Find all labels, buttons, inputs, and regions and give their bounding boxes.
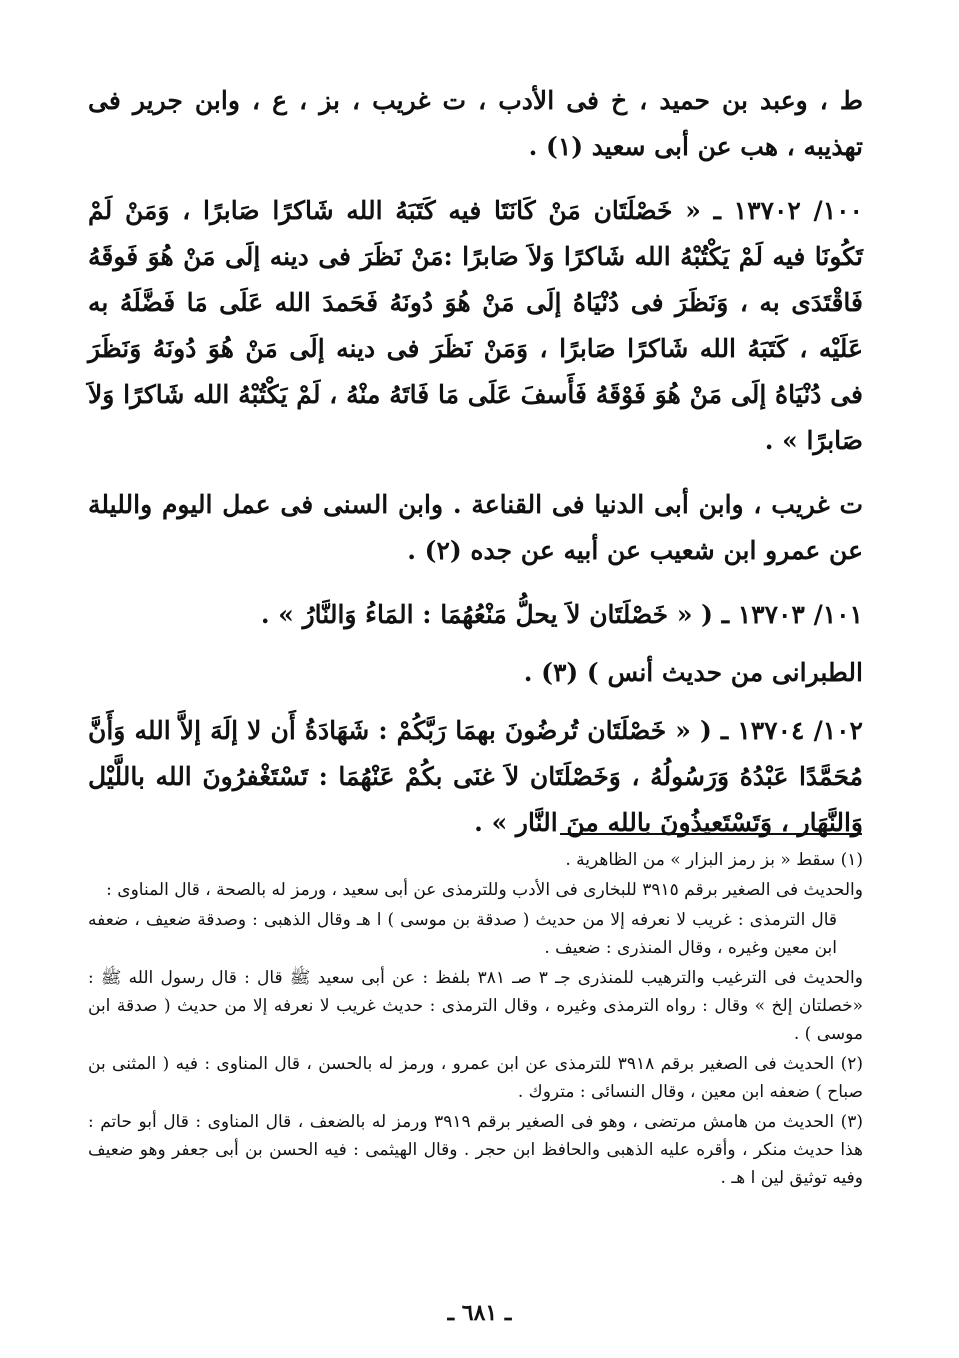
- source-paragraph-1: ط ، وعبد بن حميد ، خ فى الأدب ، ت غريب ، بز ، ع ، وابن جرير فى تهذيبه ، هب عن أبى سعيد (١) .: [88, 86, 863, 161]
- hadith-13704: ١٠٢/ ١٣٧٠٤ ـ ( « خَصْلَتَان تُرضُونَ بهمَا رَبَّكُمْ : شَهَادَةُ أَن لا إلَهَ إلاَّ الله وَأَنَّ مُحَمَّدًا عَبْدُهُ وَرَسُولُهُ ، وَخَصْلَتَان لاَ غنَى بكُمْ عَنْهُمَا : تَسْتَغْفرُونَ الله باللَّيْل وَالنَّهَار ، وَتَسْتَعيذُونَ بالله منَ النَّار » .: [88, 716, 863, 837]
- footnote-1-d: والحديث فى الترغيب والترهيب للمنذرى جـ ٣ صـ ٣٨١ بلفظ : عن أبى سعيد ﷺ قال : قال رسول الله ﷺ : «خصلتان إلخ » وقال : رواه الترمذى وغيره ، وقال الترمذى : حديث غريب لا نعرفه إلا من حديث ( صدقة ابن موسى ) .: [88, 968, 863, 1044]
- hadith-13703: ١٠١/ ١٣٧٠٣ ـ ( « خَصْلَتَان لاَ يحلُّ مَنْعُهُمَا : المَاءُ وَالنَّارُ » .: [260, 600, 863, 629]
- footnote-divider: [560, 833, 862, 835]
- source-paragraph-2: ت غريب ، وابن أبى الدنيا فى القناعة . وابن السنى فى عمل اليوم والليلة عن عمرو ابن شعيب عن أبيه عن جده (٢) .: [88, 490, 863, 565]
- footnote-1-b: والحديث فى الصغير برقم ٣٩١٥ للبخارى فى الأدب وللترمذى عن أبى سعيد ، ورمز له بالصحة ، قال المناوى :: [106, 880, 863, 900]
- main-text: [88, 78, 863, 864]
- footnote-3: (٣) الحديث من هامش مرتضى ، وهو فى الصغير برقم ٣٩١٩ ورمز له بالضعف ، قال المناوى : قال أبو حاتم : هذا حديث منكر ، وأقره عليه الذهبى والحافظ ابن حجر . وقال الهيثمى : فيه الحسن بن أبى جعفر وهو ضعيف وفيه توثيق لين ا هـ .: [88, 1112, 863, 1188]
- hadith-13702: ١٠٠/ ١٣٧٠٢ ـ « خَصْلَتَان مَنْ كَانَتَا فيه كَتَبَهُ الله شَاكرًا صَابرًا ، وَمَنْ لَمْ تَكُونَا فيه لَمْ يَكْتُبْهُ الله شَاكرًا وَلاَ صَابرًا :مَنْ نَظَرَ فى دينه إلَى مَنْ هُوَ فَوقَهُ فَاقْتَدَى به ، وَنَظَرَ فى دُنْيَاهُ إلَى مَنْ هُوَ دُونَهُ فَحَمدَ الله عَلَى مَا فَضَّلَهُ به عَلَيْه ، كَتَبَهُ الله شَاكرًا صَابرًا ، وَمَنْ نَظَرَ فى دينه إلَى مَنْ هُوَ دُونَهُ وَنَظَرَ فى دُنْيَاهُ إلَى مَنْ هُوَ فَوْقَهُ فَأَسفَ عَلَى مَا فَاتَهُ منْهُ ، لَمْ يَكْتُبْهُ الله شَاكرًا وَلاَ صَابرًا » .: [88, 196, 863, 455]
- footnotes: [88, 846, 863, 1194]
- source-paragraph-3: الطبرانى من حديث أنس ) (٣) .: [523, 658, 863, 687]
- footnote-1-c: قال الترمذى : غريب لا نعرفه إلا من حديث ( صدقة بن موسى ) ا هـ وقال الذهبى : وصدقة ضعيف ، ضعفه ابن معين وغيره ، وقال المنذرى : ضعيف .: [88, 910, 837, 958]
- page-number: ـ ٦٨١ ـ: [447, 1300, 512, 1326]
- footnote-1-a: (١) سقط « بز رمز البزار » من الظاهرية .: [565, 850, 863, 870]
- footnote-2: (٢) الحديث فى الصغير برقم ٣٩١٨ للترمذى عن ابن عمرو ، ورمز له بالحسن ، قال المناوى : فيه ( المثنى بن صباح ) ضعفه ابن معين ، وقال النسائى : متروك .: [88, 1054, 863, 1102]
